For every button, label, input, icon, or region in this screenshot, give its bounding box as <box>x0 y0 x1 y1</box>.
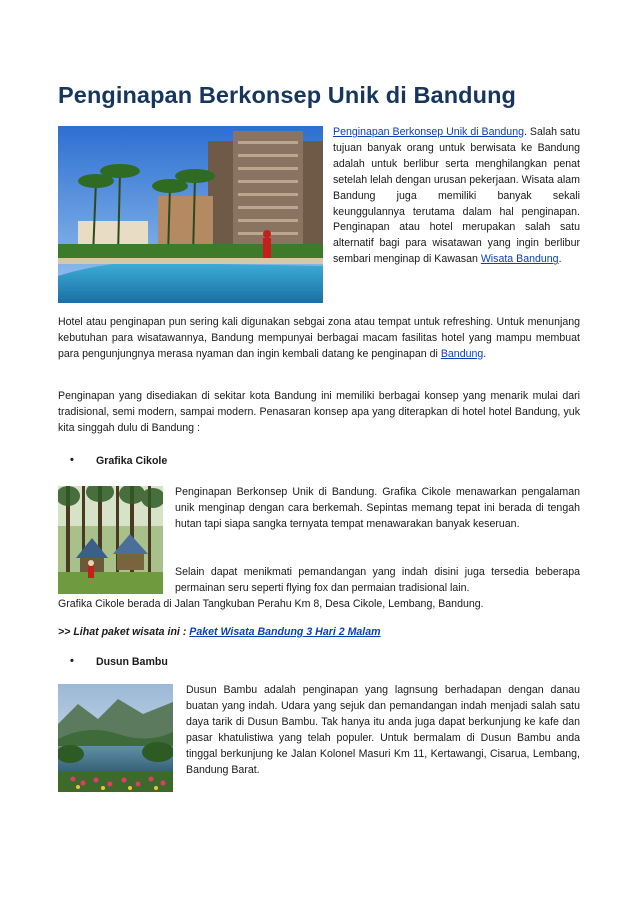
bandung-link[interactable]: Bandung <box>440 347 484 360</box>
section-heading-grafika-cikole: Grafika Cikole <box>96 455 168 467</box>
intro-text: . Salah satu tujuan banyak orang untuk berwisata ke Bandung adalah untuk berlibur serta menghilangkan penat setelah lelah dengan urusan pekerjaan. Wisata alam Bandung juga memiliki banyak sekali keunggulannya terutama dalam hal penginapan. Penginapan atau hotel merupakan salah satu alternatif bagi para wisatawan yang ingin berlibur sembari menginap di Kawasan <box>333 126 581 266</box>
section-heading-dusun-bambu: Dusun Bambu <box>96 656 168 668</box>
promo-line <box>58 626 381 638</box>
grafika-cikole-desc-1: Penginapan Berkonsep Unik di Bandung. Grafika Cikole menawarkan pengalaman unik menginap dengan cara berkemah. Sepintas memang tepat ini berada di tengah hutan tapi siapa sangka ternyata tempat menawarakan banyak keseruan. <box>175 486 580 530</box>
bullet-icon: • <box>70 454 74 466</box>
paket-wisata-link[interactable]: Paket Wisata Bandung 3 Hari 2 Malam <box>189 626 381 638</box>
intro-end: . <box>558 253 562 266</box>
grafika-cikole-address: Grafika Cikole berada di Jalan Tangkuban Perahu Km 8, Desa Cikole, Lembang, Bandung. <box>58 598 484 610</box>
hotel-photo <box>58 126 323 303</box>
wisata-bandung-link[interactable]: Wisata Bandung <box>480 253 559 266</box>
page-title: Penginapan Berkonsep Unik di Bandung <box>58 82 516 108</box>
intro-title-link[interactable]: Penginapan Berkonsep Unik di Bandung <box>333 126 524 138</box>
grafika-cikole-desc-2: Selain dapat menikmati pemandangan yang indah disini juga tersedia beberapa permainan seru seperti flying fox dan permaian tradisional lain. <box>175 566 580 594</box>
paragraph-hotel-refreshing <box>58 315 580 363</box>
dusun-bambu-desc: Dusun Bambu adalah penginapan yang lagnsung berhadapan dengan danau buatan yang indah. Udara yang sejuk dan pemandangan indah menjadi salah satu daya tarik di Dusun Bambu. Tak hanya itu anda juga dapat berkunjung ke kafe dan pasar khatulistiwa yang telah populer. Untuk bermalam di Dusun Bambu anda tinggal berkunjung ke Jalan Kolonel Masuri Km 11, Kertawangi, Cisarua, Lembang, Bandung Barat. <box>186 684 580 776</box>
dusun-bambu-photo <box>58 684 173 792</box>
promo-prefix: >> Lihat paket wisata ini : <box>58 626 190 638</box>
para1-text: Hotel atau penginapan pun sering kali digunakan sebgai zona atau tempat untuk refreshing. Untuk menunjang kebutuhan para wisatawannya, Bandung mempunyai berbagai macam fasilitas hotel yang mampu membuat para pengunjungnya merasa nyaman dan ingin kembali datang ke penginapan di <box>58 316 580 360</box>
bullet-icon: • <box>70 655 74 667</box>
para1-end: . <box>483 347 487 360</box>
intro-paragraph <box>333 125 580 268</box>
bullet-grafika-cikole <box>58 455 258 471</box>
bullet-dusun-bambu <box>58 656 258 672</box>
paragraph-konsep: Penginapan yang disediakan di sekitar kota Bandung ini memiliki berbagai konsep yang menarik mulai dari tradisional, semi modern, sampai modern. Penasaran konsep apa yang diterapkan di hotel hotel Bandung, yuk kita singgah dulu di Bandung : <box>58 390 580 434</box>
grafika-cikole-photo <box>58 486 163 594</box>
